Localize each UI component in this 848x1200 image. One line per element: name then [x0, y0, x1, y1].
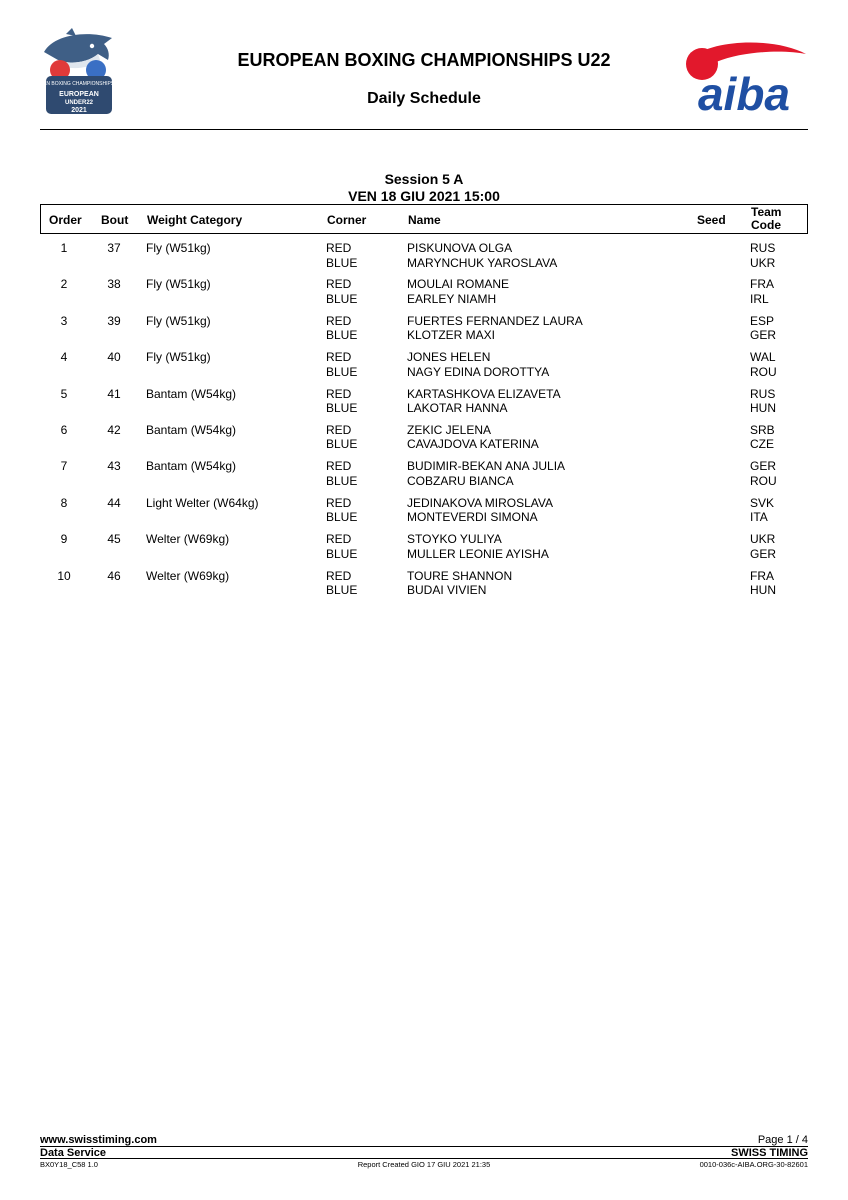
blue-boxer-name: BUDAI VIVIEN — [407, 583, 487, 598]
footer-report-created: Report Created GIO 17 GIU 2021 21:35 — [357, 1160, 491, 1169]
footer-swiss-timing: SWISS TIMING — [731, 1147, 808, 1159]
bout-order: 7 — [60, 459, 68, 474]
bout-number: 38 — [107, 277, 121, 292]
blue-boxer-name: EARLEY NIAMH — [407, 291, 497, 306]
bout-number: 39 — [107, 313, 121, 328]
page-subtitle: Daily Schedule — [367, 90, 481, 107]
boxer-names — [407, 241, 557, 270]
red-corner: RED — [326, 495, 352, 510]
corner-cell — [326, 459, 357, 488]
blue-boxer-name: MONTEVERDI SIMONA — [407, 510, 538, 525]
corner-cell — [326, 350, 357, 379]
bout-number: 37 — [107, 241, 121, 255]
boxer-names — [407, 314, 583, 343]
weight-category: Bantam (W54kg) — [146, 422, 237, 437]
blue-corner: BLUE — [326, 255, 358, 270]
footer-doc-code: BX0Y18_C58 1.0 — [40, 1160, 98, 1169]
bout-list — [40, 241, 808, 605]
weight-category: Fly (W51kg) — [146, 277, 211, 292]
blue-team-code: HUN — [750, 401, 776, 416]
col-seed-header: Seed — [697, 213, 726, 227]
col-team-code-header — [751, 206, 781, 232]
team-codes — [750, 314, 776, 343]
team-codes — [750, 350, 777, 379]
corner-cell — [326, 423, 357, 452]
corner-cell — [326, 241, 357, 270]
team-codes — [750, 496, 774, 525]
red-boxer-name: TOURE SHANNON — [407, 568, 513, 583]
boxer-names — [407, 496, 553, 525]
red-corner: RED — [326, 568, 352, 583]
session-date: VEN 18 GIU 2021 15:00 — [348, 188, 500, 204]
blue-team-code: ROU — [750, 473, 777, 488]
bout-order: 1 — [60, 241, 68, 255]
boxer-names — [407, 387, 561, 416]
boxer-names — [407, 459, 565, 488]
weight-category: Welter (W69kg) — [146, 568, 230, 583]
corner-cell — [326, 569, 357, 598]
blue-corner: BLUE — [326, 364, 358, 379]
red-boxer-name: KARTASHKOVA ELIZAVETA — [407, 386, 561, 401]
col-name-header: Name — [408, 213, 441, 227]
bout-order: 4 — [60, 350, 68, 365]
footer-page-number: Page 1 / 4 — [757, 1134, 808, 1146]
table-row — [40, 423, 808, 459]
table-row — [40, 532, 808, 568]
red-corner: RED — [326, 459, 352, 474]
blue-corner: BLUE — [326, 583, 358, 598]
boxer-names — [407, 532, 549, 561]
boxer-names — [407, 277, 509, 306]
blue-team-code: UKR — [750, 255, 776, 270]
blue-boxer-name: MARYNCHUK YAROSLAVA — [407, 255, 558, 270]
corner-cell — [326, 314, 357, 343]
blue-boxer-name: KLOTZER MAXI — [407, 328, 496, 343]
blue-corner: BLUE — [326, 437, 358, 452]
svg-text:EUROPEAN: EUROPEAN — [59, 91, 99, 98]
red-corner: RED — [326, 313, 352, 328]
blue-boxer-name: COBZARU BIANCA — [407, 473, 514, 488]
red-boxer-name: FUERTES FERNANDEZ LAURA — [407, 313, 583, 328]
corner-cell — [326, 532, 357, 561]
weight-category: Fly (W51kg) — [146, 313, 211, 328]
blue-team-code: GER — [750, 546, 777, 561]
team-codes — [750, 569, 776, 598]
bout-number: 43 — [107, 459, 121, 474]
bout-number: 46 — [107, 568, 121, 583]
red-boxer-name: JONES HELEN — [407, 350, 491, 365]
boxer-names — [407, 423, 539, 452]
bout-number: 40 — [107, 350, 121, 365]
red-corner: RED — [326, 277, 352, 292]
red-team-code: UKR — [750, 532, 776, 547]
bout-order: 5 — [60, 386, 68, 401]
red-team-code: FRA — [750, 568, 774, 583]
blue-corner: BLUE — [326, 473, 358, 488]
red-team-code: SRB — [750, 422, 775, 437]
table-row — [40, 314, 808, 350]
aiba-logo-text: aiba — [697, 68, 791, 120]
table-row — [40, 241, 808, 277]
weight-category: Welter (W69kg) — [146, 532, 230, 547]
bout-order: 9 — [60, 532, 68, 547]
red-boxer-name: ZEKIC JELENA — [407, 422, 492, 437]
footer-divider-bottom — [40, 1158, 808, 1159]
corner-cell — [326, 387, 357, 416]
weight-category: Fly (W51kg) — [146, 241, 211, 255]
team-codes — [750, 387, 776, 416]
footer-doc-ref: 0010-036c-AIBA.ORG-30-82601 — [699, 1160, 808, 1169]
bout-number: 41 — [107, 386, 121, 401]
bout-order: 3 — [60, 313, 68, 328]
blue-team-code: ITA — [750, 510, 768, 525]
blue-corner: BLUE — [326, 328, 358, 343]
table-row — [40, 569, 808, 605]
bout-order: 2 — [60, 277, 68, 292]
red-corner: RED — [326, 350, 352, 365]
col-weight-header: Weight Category — [147, 213, 243, 227]
col-code-label: Code — [751, 218, 781, 232]
header-divider — [40, 129, 808, 130]
col-corner-header: Corner — [327, 213, 367, 227]
corner-cell — [326, 277, 357, 306]
session-title: Session 5 A — [384, 171, 464, 187]
red-boxer-name: JEDINAKOVA MIROSLAVA — [407, 495, 554, 510]
blue-boxer-name: MULLER LEONIE AYISHA — [407, 546, 549, 561]
table-row — [40, 459, 808, 495]
corner-cell — [326, 496, 357, 525]
page-title: EUROPEAN BOXING CHAMPIONSHIPS U22 — [237, 50, 611, 70]
team-codes — [750, 459, 777, 488]
red-team-code: RUS — [750, 241, 776, 255]
red-boxer-name: STOYKO YULIYA — [407, 532, 502, 547]
team-codes — [750, 423, 775, 452]
bout-order: 10 — [57, 568, 71, 583]
footer-divider-top — [40, 1146, 808, 1147]
red-boxer-name: PISKUNOVA OLGA — [407, 241, 513, 255]
bout-number: 42 — [107, 422, 121, 437]
table-row — [40, 496, 808, 532]
red-corner: RED — [326, 241, 352, 255]
red-corner: RED — [326, 532, 352, 547]
bout-number: 44 — [107, 495, 121, 510]
aiba-logo-icon — [676, 36, 812, 120]
blue-team-code: GER — [750, 328, 777, 343]
blue-team-code: HUN — [750, 583, 776, 598]
blue-corner: BLUE — [326, 291, 358, 306]
weight-category: Light Welter (W64kg) — [146, 495, 259, 510]
red-corner: RED — [326, 422, 352, 437]
blue-corner: BLUE — [326, 401, 358, 416]
footer-website: www.swisstiming.com — [40, 1134, 157, 1146]
weight-category: Bantam (W54kg) — [146, 386, 237, 401]
bout-order: 8 — [60, 495, 68, 510]
footer-data-service: Data Service — [40, 1147, 107, 1159]
table-row — [40, 387, 808, 423]
col-bout-header: Bout — [101, 213, 129, 227]
red-team-code: WAL — [750, 350, 776, 365]
bout-order: 6 — [60, 422, 68, 437]
col-order-header: Order — [49, 213, 82, 227]
blue-team-code: IRL — [750, 291, 769, 306]
red-boxer-name: BUDIMIR-BEKAN ANA JULIA — [407, 459, 566, 474]
boxer-names — [407, 569, 512, 598]
bout-number: 45 — [107, 532, 121, 547]
red-boxer-name: MOULAI ROMANE — [407, 277, 510, 292]
weight-category: Bantam (W54kg) — [146, 459, 237, 474]
blue-corner: BLUE — [326, 510, 358, 525]
blue-corner: BLUE — [326, 546, 358, 561]
red-team-code: GER — [750, 459, 777, 474]
svg-text:UNDER22: UNDER22 — [64, 100, 94, 106]
team-codes — [750, 241, 775, 270]
blue-boxer-name: CAVAJDOVA KATERINA — [407, 437, 539, 452]
table-row — [40, 277, 808, 313]
team-codes — [750, 532, 776, 561]
svg-text:2021: 2021 — [71, 107, 87, 114]
boxer-names — [407, 350, 549, 379]
team-codes — [750, 277, 774, 306]
blue-boxer-name: LAKOTAR HANNA — [407, 401, 508, 416]
red-team-code: FRA — [750, 277, 774, 292]
red-team-code: SVK — [750, 495, 775, 510]
red-team-code: RUS — [750, 386, 776, 401]
blue-team-code: ROU — [750, 364, 777, 379]
col-team-label: Team — [751, 205, 782, 219]
weight-category: Fly (W51kg) — [146, 350, 211, 365]
table-header — [40, 204, 808, 234]
blue-boxer-name: NAGY EDINA DOROTTYA — [407, 364, 550, 379]
red-corner: RED — [326, 386, 352, 401]
red-team-code: ESP — [750, 313, 775, 328]
blue-team-code: CZE — [750, 437, 774, 452]
left-logo-text: EUBC EUROPEAN BOXING CHAMPIONSHIPS UNDER22 2021 — [6, 81, 152, 87]
table-row — [40, 350, 808, 386]
